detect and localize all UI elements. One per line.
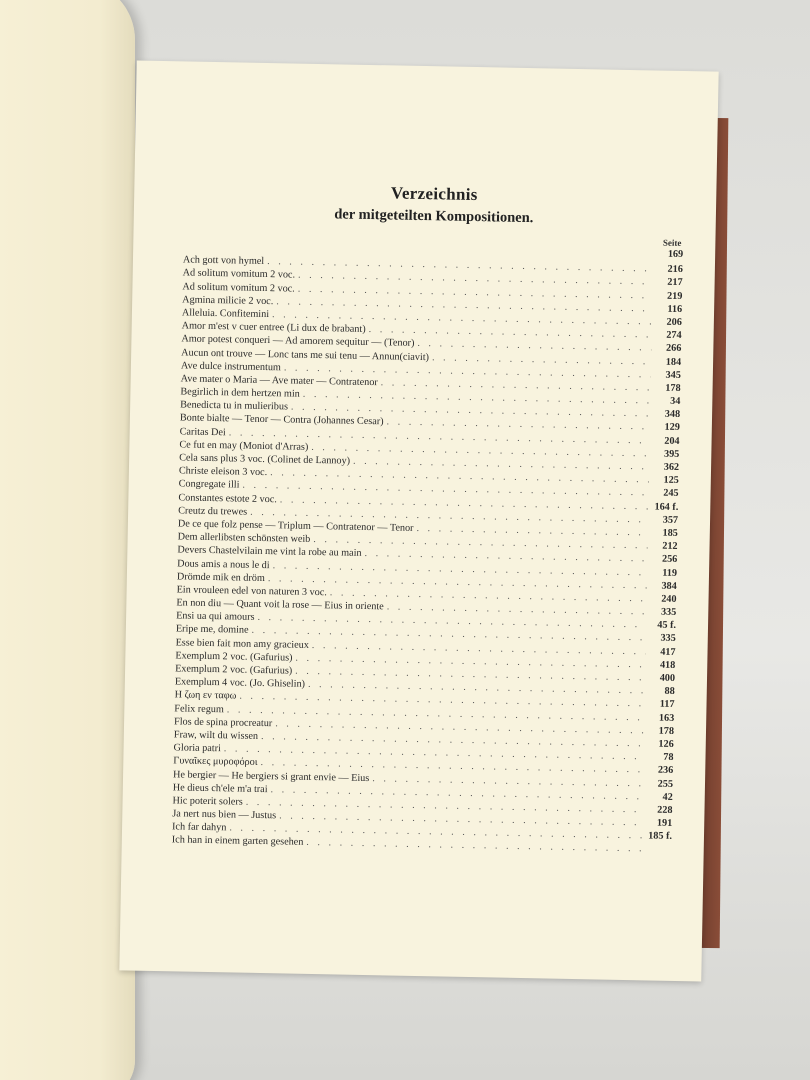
entry-title: Christe eleison 3 voc. bbox=[178, 465, 268, 479]
entry-page-number: 178 bbox=[658, 725, 675, 737]
entry-title: Ce fut en may (Moniot d'Arras) bbox=[179, 439, 309, 453]
entry-page-number: 88 bbox=[664, 685, 675, 698]
entry-title: De ce que folz pense — Triplum — Contratenor — Tenor bbox=[177, 518, 414, 534]
entry-title: Exemplum 2 voc. (Gafurius) bbox=[175, 650, 293, 664]
entry-page-number: 117 bbox=[659, 699, 675, 711]
entry-title: En non diu — Quant voit la rose — Eius in oriente bbox=[176, 597, 384, 613]
entry-title: Ad solitum vomitum 2 voc. bbox=[182, 267, 296, 281]
entry-title: Exemplum 2 voc. (Gafurius) bbox=[175, 663, 293, 677]
entry-page-number: 362 bbox=[663, 461, 680, 473]
entry-page-number: 78 bbox=[663, 751, 674, 764]
entry-page-number: 417 bbox=[660, 646, 676, 658]
entry-page-number: 228 bbox=[657, 804, 673, 816]
entry-title: Ave mater o Maria — Ave mater — Contratenor bbox=[180, 373, 378, 389]
entry-page-number: 216 bbox=[667, 263, 683, 276]
entry-page-number: 119 bbox=[662, 567, 678, 579]
entry-page-number: 191 bbox=[656, 817, 673, 829]
entry-page-number: 395 bbox=[663, 448, 680, 460]
entry-page-number: 418 bbox=[659, 659, 676, 671]
entry-page-number: 240 bbox=[661, 593, 677, 605]
entry-title: Ensi ua qui amours bbox=[176, 610, 255, 624]
entry-title: Drömde mik en dröm bbox=[176, 571, 265, 584]
entry-title: He dieus ch'ele m'a trai bbox=[172, 782, 268, 795]
entry-page-number: 384 bbox=[661, 580, 677, 592]
entry-title: He bergier — He bergiers si grant envie — Eius bbox=[172, 768, 370, 784]
entry-title: Ach gott von hymel bbox=[182, 254, 265, 268]
entry-title: Esse bien fait mon amy gracieux bbox=[175, 636, 309, 651]
entry-title: Ave dulce instrumentum bbox=[180, 360, 281, 374]
entry-page-number: 335 bbox=[660, 633, 676, 645]
entry-page-number: 45 f. bbox=[657, 619, 677, 632]
entry-page-number: 256 bbox=[661, 553, 678, 566]
entry-page-number: 335 bbox=[660, 606, 677, 619]
entry-title: Amor m'est v cuer entree (Li dux de brabant) bbox=[181, 320, 366, 336]
entry-title: Congregate illi bbox=[178, 478, 240, 491]
entry-page-number: 129 bbox=[664, 422, 680, 434]
first-page-number: 169 bbox=[667, 248, 684, 261]
entry-page-number: 206 bbox=[666, 316, 682, 328]
entry-page-number: 42 bbox=[662, 791, 673, 803]
entry-page-number: 204 bbox=[664, 435, 680, 447]
entry-page-number: 125 bbox=[663, 474, 679, 487]
entry-title: Alleluia. Confitemini bbox=[181, 307, 270, 321]
entry-title: Caritas Dei bbox=[179, 426, 226, 438]
entry-page-number: 34 bbox=[670, 395, 681, 408]
entry-page-number: 400 bbox=[659, 672, 676, 684]
entry-page-number: 345 bbox=[665, 369, 681, 381]
entry-title: Ich han in einem garten gesehen bbox=[171, 834, 304, 849]
entry-page-number: 348 bbox=[664, 408, 681, 421]
page-content bbox=[172, 179, 685, 856]
entry-title: Creutz du trewes bbox=[178, 505, 248, 518]
entry-page-number: 274 bbox=[666, 329, 682, 342]
entry-page-number: 178 bbox=[665, 382, 681, 394]
entry-title: Aucun ont trouve — Lonc tans me sui tenu — Annun(ciavit) bbox=[181, 346, 430, 363]
entry-page-number: 184 bbox=[665, 356, 682, 368]
entry-title: Bonte bialte — Tenor — Contra (Johannes Cesar) bbox=[179, 412, 384, 428]
entry-page-number: 164 f. bbox=[654, 501, 679, 513]
entry-page-number bbox=[642, 852, 672, 853]
entry-page-number: 185 bbox=[662, 527, 678, 539]
page-subheading: der mitgeteilten Kompositionen. bbox=[334, 206, 534, 227]
entry-page-number: 116 bbox=[667, 303, 683, 315]
entry-title: Felix regum bbox=[174, 702, 224, 715]
entry-title: Amor potest conqueri — Ad amorem sequitur — (Tenor) bbox=[181, 333, 415, 350]
entry-title: Gloria patri bbox=[173, 742, 221, 755]
entry-page-number: 212 bbox=[662, 540, 678, 553]
entry-page-number: 255 bbox=[657, 778, 674, 790]
entry-title: Devers Chastelvilain me vint la robe au main bbox=[177, 544, 362, 560]
entry-page-number: 219 bbox=[666, 290, 683, 302]
page-heading: Verzeichnis bbox=[390, 183, 478, 205]
index-entry-list bbox=[172, 254, 683, 857]
entry-title: Ein vrouleen edel von naturen 3 voc. bbox=[176, 584, 327, 599]
entry-page-number: 126 bbox=[658, 738, 674, 750]
entry-page-number: 266 bbox=[665, 343, 682, 355]
entry-title: Dous amis a nous le di bbox=[177, 557, 270, 571]
entry-title: Γυναῖκες μυροφόροι bbox=[173, 755, 258, 769]
left-book-page bbox=[0, 0, 135, 1080]
entry-title: Begirlich in dem hertzen min bbox=[180, 386, 300, 400]
entry-page-number: 185 f. bbox=[648, 830, 673, 843]
entry-page-number: 217 bbox=[667, 277, 683, 289]
entry-page-number: 236 bbox=[657, 764, 674, 777]
entry-title: Dem allerlibsten schönsten weib bbox=[177, 531, 311, 546]
entry-page-number: 245 bbox=[663, 488, 679, 500]
index-page bbox=[119, 60, 718, 981]
entry-title: Agmina milicie 2 voc. bbox=[182, 294, 274, 307]
entry-title: Constantes estote 2 voc. bbox=[178, 491, 277, 505]
entry-title: Eripe me, domine bbox=[175, 623, 249, 637]
entry-title: Ja nert nus bien — Justus bbox=[172, 808, 277, 822]
entry-title: Η ζωη εν ταφω bbox=[174, 689, 237, 702]
entry-title: Hic poterit solers bbox=[172, 795, 243, 808]
entry-title: Flos de spina procreatur bbox=[173, 716, 273, 729]
entry-page-number: 163 bbox=[658, 712, 675, 724]
entry-title: Exemplum 4 voc. (Jo. Ghiselin) bbox=[174, 676, 306, 691]
entry-page-number: 357 bbox=[662, 514, 679, 526]
entry-title: Fraw, wilt du wissen bbox=[173, 729, 259, 742]
column-header-seite: Seite bbox=[662, 237, 682, 248]
entry-title: Ad solitum vomitum 2 voc. bbox=[182, 280, 295, 295]
entry-title: Cela sans plus 3 voc. (Colinet de Lannoy) bbox=[179, 452, 351, 467]
entry-title: Ich far dahyn bbox=[171, 821, 227, 834]
entry-title: Benedicta tu in mulieribus bbox=[180, 399, 289, 413]
